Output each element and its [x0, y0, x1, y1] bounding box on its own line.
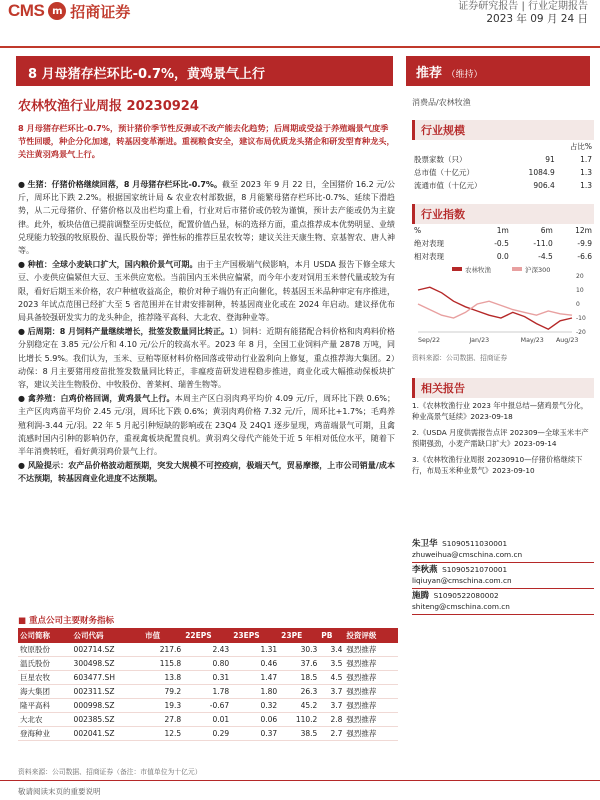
stocks-source: 资料来源：公司数据、招商证券（备注：市值单位为十亿元） — [18, 768, 202, 776]
series-line — [418, 301, 572, 318]
table-row: 巨星农牧 603477.SH 13.8 0.31 1.47 18.5 4.5 强烈推荐 — [18, 671, 398, 685]
point-item: ● 后周期：8 月饲料产量继续增长，批签发数量同比转正。1）饲料：近期有能猪配合料价格和肉鸡料价格分别稳定在 3.85 元/公斤和 4.10 元/公斤的较高水平。2023 年 8 月，全国工业饲料产量 2878 万吨，同比增长 5.9%。我们认为，玉米、豆粕等原材料价格回落或带动行业盈利向上修复，重点推荐海大集团。2）动保：8 月主要猪用疫苗批签发数量同比转正，非瘟疫苗研发进程稳步推进，商业化或大幅推动保板块扩容，建议关注生物股份、中牧股份、普莱柯、瑞普生物等。 — [18, 327, 395, 390]
headline-banner: 8 月母猪存栏环比-0.7%，黄鸡景气上行 — [16, 56, 393, 86]
pct-header: 占比% — [569, 142, 592, 151]
related-report-item[interactable]: 3.《农林牧渔行业周报 20230910—仔猪价格继续下行，布局玉米种业景气》2023-09-10 — [412, 455, 583, 475]
report-type: 证券研究报告 | 行业定期报告 — [458, 1, 588, 12]
analyst-list — [412, 537, 594, 615]
table-row: 温氏股份 300498.SZ 115.8 0.80 0.46 37.6 3.5 强烈推荐 — [18, 657, 398, 671]
table-row: 大北农 002385.SZ 27.8 0.01 0.06 110.2 2.8 强烈推荐 — [18, 713, 398, 727]
legend-swatch — [512, 267, 522, 271]
key-points — [18, 178, 395, 487]
industry-index-table — [412, 224, 594, 263]
analyst-email[interactable]: zhuweihua@cmschina.com.cn — [412, 549, 523, 559]
rating-banner — [406, 56, 590, 86]
stocks-heading: ■ 重点公司主要财务指标 — [18, 616, 115, 626]
analyst-entry: 李秋燕 S1090521070001 liqiuyan@cmschina.com.cn — [412, 563, 594, 589]
rating-note: （维持） — [446, 70, 483, 80]
point-item: ● 种植：全球小麦缺口扩大，国内粮价景气可期。由于主产国极端气候影响，本月 USDA 报告下修全球大豆、小麦供应偏紧但大豆、玉米供应宽松。当前国内玉米供应偏紧，而今年小麦对饲用玉米替代量或较为有限，看好后期玉米价格，农户种植收益高企，粮价对种子端仍有正向催化，转基因玉米品种审定有序推进，2023 年试点范围已经扩大至 5 省范围并在甘肃安排制种，转基因商业化或在 2024 年启动。建议择优布局具备较强研发实力的龙头种企，推荐隆平高科、大北农、登海种业等。 — [18, 260, 395, 323]
legend-label: 沪深300 — [525, 266, 551, 274]
index-chart — [412, 264, 594, 346]
related-report-item[interactable]: 1.《农林牧渔行业 2023 年中报总结—猪鸡景气分化，种业高景气延续》2023-09-18 — [412, 401, 589, 421]
table-row: 登海种业 002041.SZ 12.5 0.29 0.37 38.5 2.7 强烈推荐 — [18, 727, 398, 741]
series-line — [418, 287, 572, 329]
analyst-email[interactable]: liqiuyan@cmschina.com.cn — [412, 575, 512, 585]
table-row: % 1m 6m 12m — [414, 226, 592, 235]
report-title: 农林牧渔行业周报 20230924 — [18, 99, 199, 114]
logo-cn: 招商证券 — [70, 2, 131, 21]
table-row: 绝对表现 -0.5 -11.0 -9.9 — [414, 239, 592, 248]
table-row: 海大集团 002311.SZ 79.2 1.78 1.80 26.3 3.7 强烈推荐 — [18, 685, 398, 699]
x-tick-label: May/23 — [520, 337, 544, 344]
y-tick-label: -10 — [576, 315, 586, 322]
table-row — [412, 140, 594, 153]
analyst-entry: 施腾 S1090522080002 shiteng@cmschina.com.cn — [412, 589, 594, 615]
header-divider — [0, 46, 600, 48]
industry-scale-table — [412, 140, 594, 192]
company-logo — [8, 0, 130, 22]
y-tick-label: 20 — [576, 273, 584, 280]
table-row: 流通市值（十亿元） 906.4 1.3 — [414, 181, 592, 190]
table-row: 总市值（十亿元） 1084.9 1.3 — [414, 168, 592, 177]
industry-index-heading: 行业指数 — [412, 204, 594, 224]
logo-mark-icon: m — [48, 2, 66, 20]
report-category: 消费品/农林牧渔 — [412, 98, 471, 107]
y-tick-label: 0 — [576, 301, 580, 308]
table-row: 相对表现 0.0 -4.5 -6.6 — [414, 252, 592, 261]
analyst-email[interactable]: shiteng@cmschina.com.cn — [412, 601, 510, 611]
table-row: 牧原股份 002714.SZ 217.6 2.43 1.31 30.3 3.4 强烈推荐 — [18, 643, 398, 657]
point-item: ● 生猪：仔猪价格继续回落，8 月母猪存栏环比-0.7%。截至 2023 年 9 月 22 日，全国猪价 16.2 元/公斤，周环比下跌 2.2%。根据国家统计局 & 农业农村部数据，8 月能繁母猪存栏环比-0.7%、延续下滑趋势，从二元母猪价、仔猪价格以及出栏均重上看，行业对后市猪价或仍较为谨慎，预计去产能或仍为主旋律。此外，板块估值已提前调整至历史低位，配置价值凸显，标的选择方面，重点推荐成本优势明显、业绩兑现能力较强的牧原股份、温氏股份等；弹性标的推荐巨星农牧等；建议关注天康生物、京基智农、唐人神等。 — [18, 180, 395, 256]
related-report-item[interactable]: 2.《USDA 月度供需报告点评 202309—全球玉米丰产预期强劲，小麦产需缺口扩大》2023-09-14 — [412, 428, 589, 448]
table-header-row: 公司简称 公司代码 市值 22EPS 23EPS 23PE PB 投资评级 — [18, 628, 398, 643]
stocks-table — [18, 628, 398, 741]
related-reports-list — [412, 400, 594, 481]
index-chart-svg — [412, 264, 594, 346]
stocks-table-body — [18, 643, 398, 741]
logo-en: CMS — [8, 1, 45, 20]
x-tick-label: Sep/22 — [418, 337, 441, 344]
analyst-entry: 朱卫华 S1090511030001 zhuweihua@cmschina.com.cn — [412, 537, 594, 563]
y-tick-label: 10 — [576, 287, 584, 294]
industry-scale-heading: 行业规模 — [412, 120, 594, 140]
rating-label: 推荐 — [416, 66, 443, 81]
footer-divider — [0, 780, 600, 781]
footer-note: 敬请阅读末页的重要说明 — [18, 787, 101, 796]
chart-source: 资料来源：公司数据、招商证券 — [412, 354, 508, 362]
summary-text: 8 月母猪存栏环比-0.7%，预计猪价季节性反弹或不改产能去化趋势；后周期或受益于养殖端景气度季节性回暖，种企分化加速，转基因变革渐进。重视粮食安全，建议布局优质龙头猪企和研发型育种龙头，关注黄羽鸡景气上行。 — [18, 123, 395, 159]
legend-label: 农林牧渔 — [465, 266, 491, 274]
header-meta — [458, 0, 588, 26]
risk-warning: ● 风险提示：农产品价格波动超预期，突发大规模不可控疫病，极端天气，贸易摩擦，上市公司销量/成本不达预期，转基因商业化进度不达预期。 — [18, 461, 395, 484]
related-reports-heading: 相关报告 — [412, 378, 594, 398]
x-tick-label: Jan/23 — [469, 337, 490, 344]
table-row: 隆平高科 000998.SZ 19.3 -0.67 0.32 45.2 3.7 强烈推荐 — [18, 699, 398, 713]
report-date: 2023 年 09 月 24 日 — [486, 13, 588, 25]
legend-swatch — [452, 267, 462, 271]
point-item: ● 禽养殖：白鸡价格回调，黄鸡景气上行。本周主产区白羽肉鸡平均价 4.09 元/斤，周环比下跌 0.6%；主产区肉鸡苗平均价 2.45 元/羽，周环比下跌 0.6%；黄羽肉鸡价格 7.32 元/斤，周环比+1.7%；毛鸡养殖利润-3.44 元/羽。22 年 5 月起引种短缺的影响或在 23Q4 及 24Q1 逐步显现，鸡苗端景气可期，且禽流感时国内引种的影响仍存，重视禽板块配置良机。黄羽鸡父母代产能处于近 5 年相对低位水平，随着下半年消费转旺，看好黄羽鸡价景气上行。 — [18, 394, 395, 457]
table-row: 股票家数（只） 91 1.7 — [414, 155, 592, 164]
y-tick-label: -20 — [576, 329, 586, 336]
x-tick-label: Aug/23 — [556, 337, 579, 344]
